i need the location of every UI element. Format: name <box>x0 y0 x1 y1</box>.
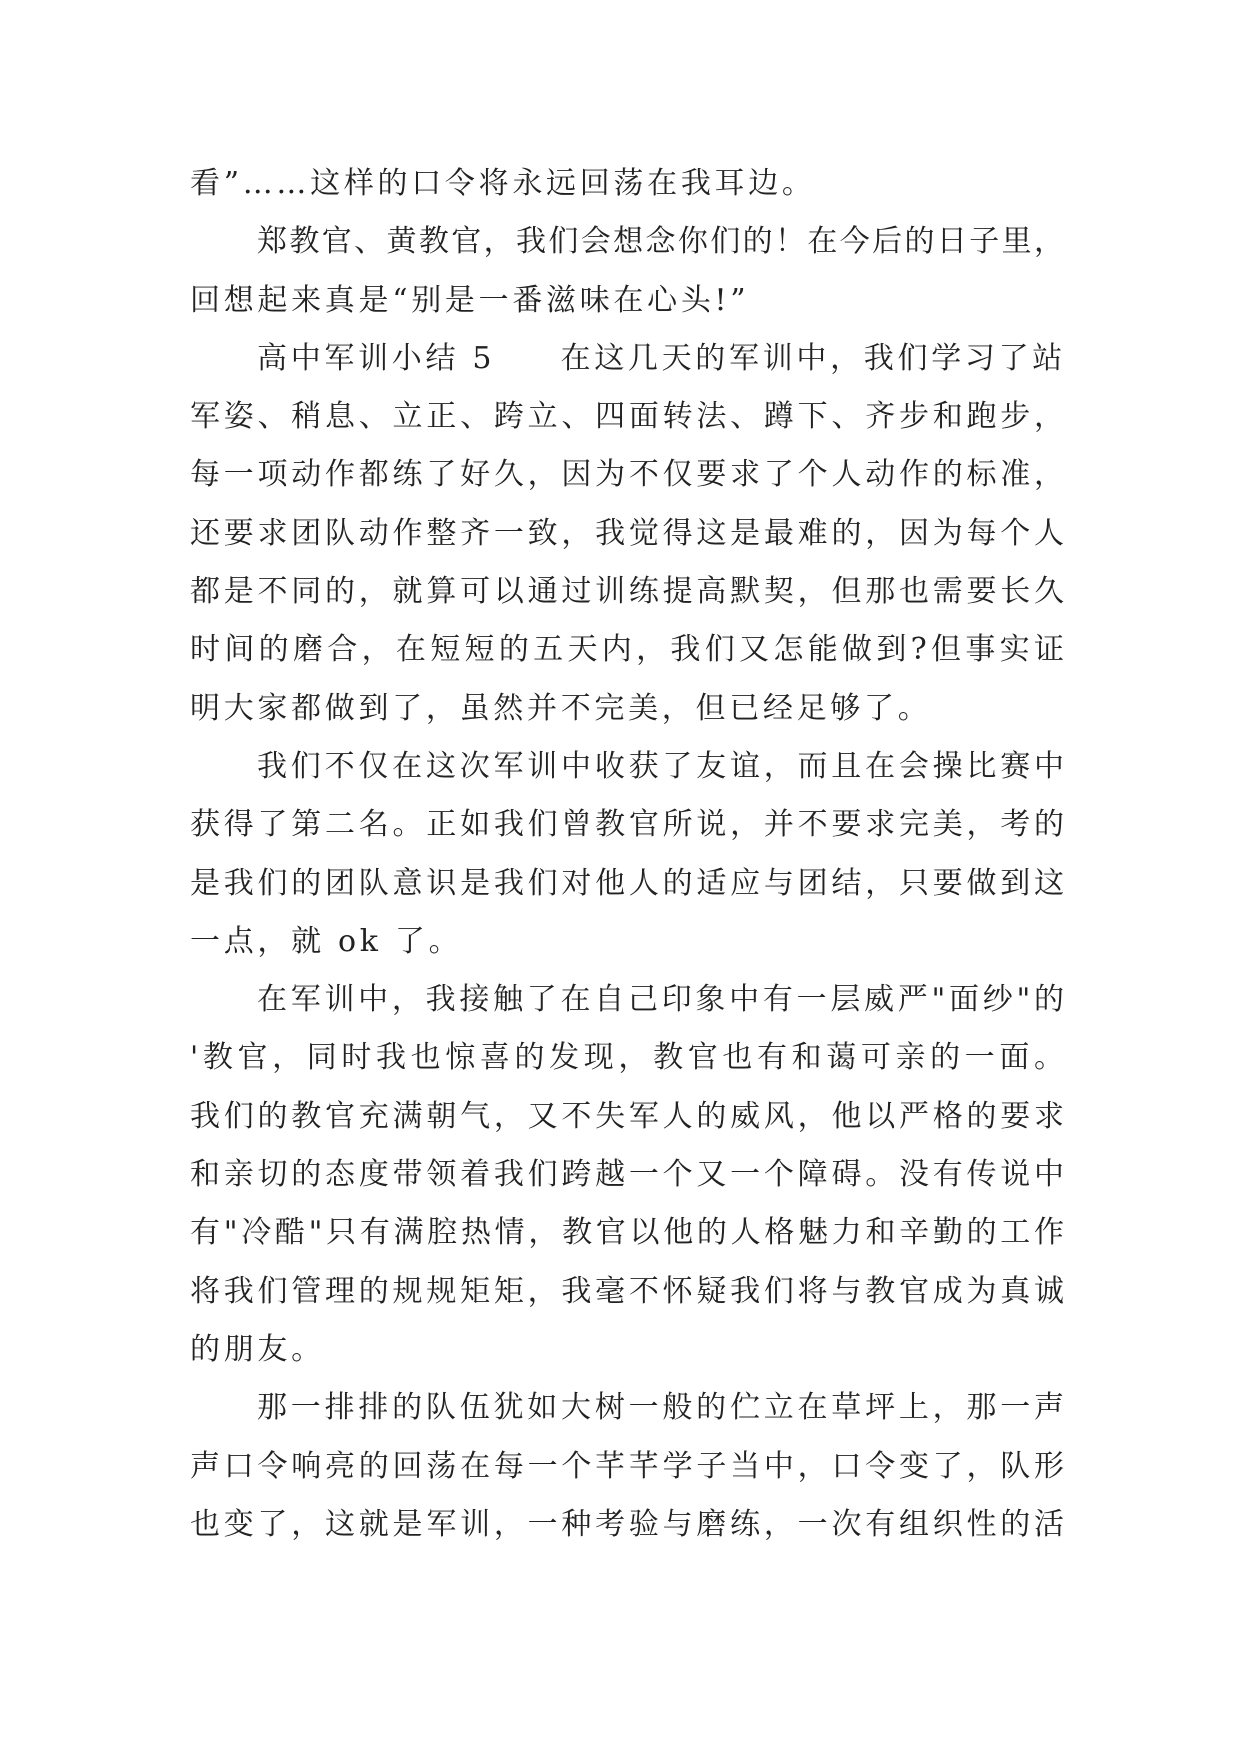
text-line: 看”……这样的口令将永远回荡在我耳边。 <box>190 166 816 201</box>
text-line: 和亲切的态度带领着我们跨越一个又一个障碍。没有传说中 <box>190 1157 1066 1193</box>
text-line: '教官，同时我也惊喜的发现，教官也有和蔼可亲的一面。 <box>190 1040 1066 1076</box>
text-line: 还要求团队动作整齐一致，我觉得这是最难的，因为每个人 <box>190 515 1066 551</box>
paragraph <box>190 213 1066 330</box>
paragraph <box>190 330 1066 738</box>
section-title: 高中军训小结 5 <box>257 340 496 376</box>
text-line: 将我们管理的规规矩矩，我毫不怀疑我们将与教官成为真诚 <box>190 1273 1066 1309</box>
paragraph <box>190 155 1066 213</box>
text-line: 军姿、稍息、立正、跨立、四面转法、蹲下、齐步和跑步， <box>190 399 1066 435</box>
text-line <box>190 330 1066 388</box>
text-line: 都是不同的，就算可以通过训练提高默契，但那也需要长久 <box>190 574 1066 610</box>
text-line: 也变了，这就是军训，一种考验与磨练，一次有组织性的活 <box>190 1506 1066 1542</box>
document-body <box>190 155 1066 1554</box>
text-line: 声口令响亮的回荡在每一个芊芊学子当中，口令变了，队形 <box>190 1448 1066 1484</box>
text-line: 有"冷酷"只有满腔热情，教官以他的人格魅力和辛勤的工作 <box>190 1215 1066 1251</box>
paragraph <box>190 738 1066 971</box>
text-line: 是我们的团队意识是我们对他人的适应与团结，只要做到这 <box>190 865 1066 901</box>
text-line: 每一项动作都练了好久，因为不仅要求了个人动作的标准， <box>190 457 1066 493</box>
text-line: 获得了第二名。正如我们曾教官所说，并不要求完美，考的 <box>190 807 1066 843</box>
text-line: 郑教官、黄教官，我们会想念你们的！在今后的日子里， <box>257 224 1066 260</box>
text-line: 的朋友。 <box>190 1331 325 1367</box>
text-line: 我们的教官充满朝气，又不失军人的威风，他以严格的要求 <box>190 1098 1066 1134</box>
text-line: 回想起来真是“别是一番滋味在心头!” <box>190 282 750 318</box>
text-line: 明大家都做到了，虽然并不完美，但已经足够了。 <box>190 690 932 726</box>
paragraph <box>190 1379 1066 1554</box>
text-segment: 在这几天的军训中，我们学习了站 <box>560 340 1066 376</box>
text-line: 时间的磨合，在短短的五天内，我们又怎能做到?但事实证 <box>190 632 1066 668</box>
text-line: 一点，就 ok 了。 <box>190 923 463 959</box>
paragraph <box>190 971 1066 1379</box>
text-line: 我们不仅在这次军训中收获了友谊，而且在会操比赛中 <box>257 748 1066 784</box>
text-line: 在军训中，我接触了在自己印象中有一层威严"面纱"的 <box>257 982 1066 1018</box>
text-line: 那一排排的队伍犹如大树一般的伫立在草坪上，那一声 <box>257 1390 1066 1426</box>
